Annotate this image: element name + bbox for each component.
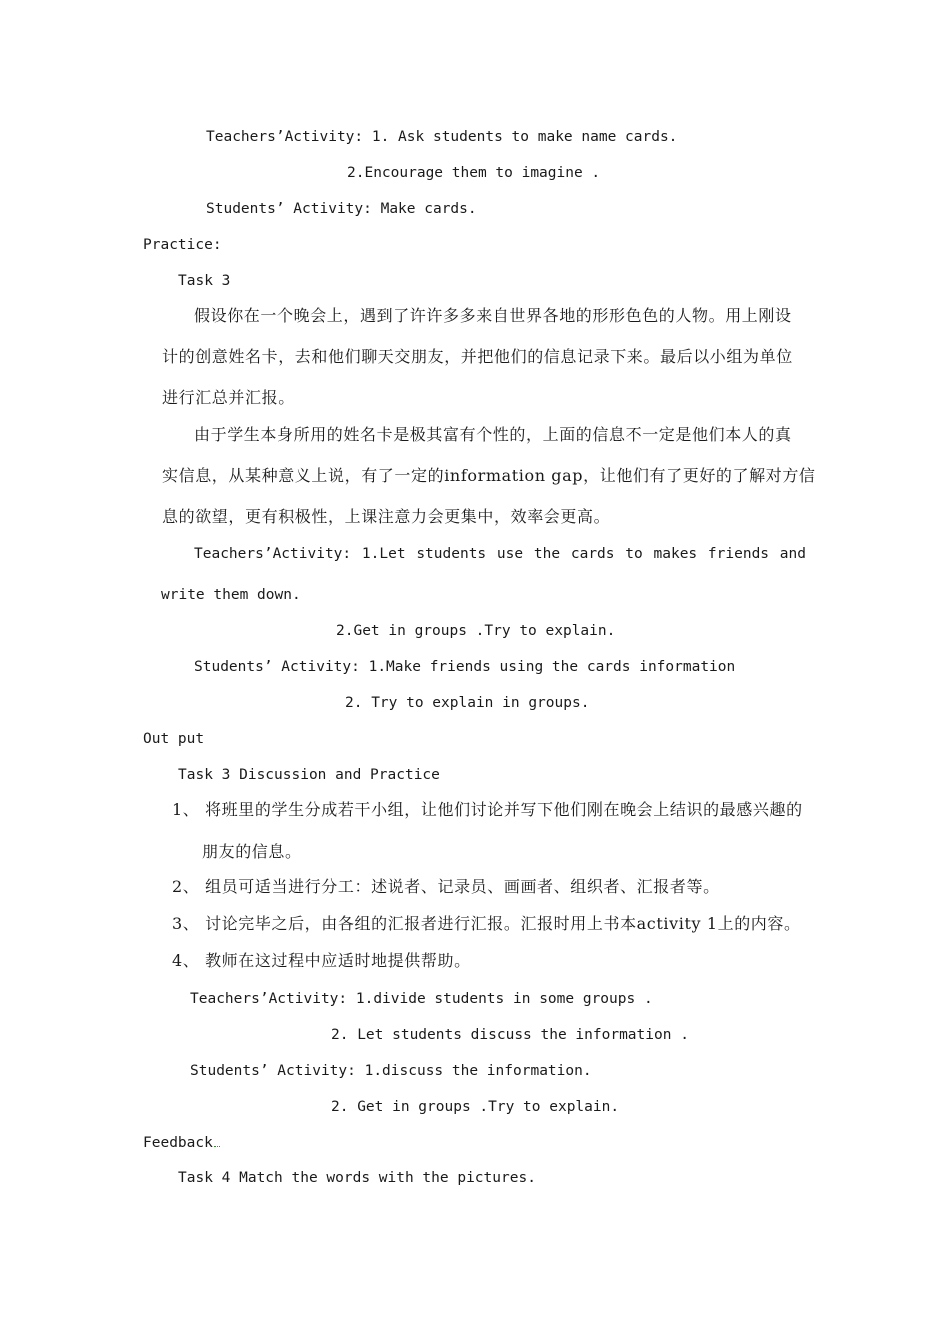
teachers-activity-line: Teachers’Activity: 1.Let students use the cards to makes friends and	[194, 546, 806, 562]
text-cursor-mark	[214, 1145, 220, 1147]
teachers-activity-continuation: write them down.	[161, 587, 301, 603]
paragraph-line: 息的欲望，更有积极性，上课注意力会更集中，效率会更高。	[162, 507, 611, 526]
teachers-activity-line: Teachers’Activity: 1. Ask students to make name cards.	[206, 129, 678, 145]
task-heading: Task 3 Discussion and Practice	[178, 767, 440, 783]
list-item: 4、 教师在这过程中应适时地提供帮助。	[172, 951, 471, 970]
paragraph-line: 进行汇总并汇报。	[162, 388, 295, 407]
paragraph-line: 实信息，从某种意义上说，有了一定的information gap，让他们有了更好的了解对方信	[162, 466, 816, 485]
students-activity-step: 2. Try to explain in groups.	[345, 695, 590, 711]
section-heading-feedback: Feedback	[143, 1135, 213, 1151]
section-heading-feedback-wrap	[143, 1133, 220, 1153]
task-heading: Task 4 Match the words with the pictures.	[178, 1170, 536, 1186]
paragraph-line: 假设你在一个晚会上，遇到了许许多多来自世界各地的形形色色的人物。用上刚设	[194, 306, 792, 325]
section-heading-output: Out put	[143, 731, 205, 747]
paragraph-line: 计的创意姓名卡，去和他们聊天交朋友，并把他们的信息记录下来。最后以小组为单位	[162, 347, 793, 366]
teachers-activity-line: Teachers’Activity: 1.divide students in some groups .	[190, 991, 653, 1007]
list-item-continuation: 朋友的信息。	[202, 842, 302, 861]
list-item: 3、 讨论完毕之后，由各组的汇报者进行汇报。汇报时用上书本activity 1上的内容。	[172, 914, 801, 933]
students-activity-line: Students’ Activity: 1.Make friends using the cards information	[194, 659, 736, 675]
teachers-activity-step: 2.Get in groups .Try to explain.	[336, 623, 616, 639]
teachers-activity-step: 2. Let students discuss the information .	[331, 1027, 689, 1043]
task-heading: Task 3	[178, 273, 231, 289]
list-item: 1、 将班里的学生分成若干小组，让他们讨论并写下他们刚在晚会上结识的最感兴趣的	[172, 800, 803, 819]
students-activity-step: 2. Get in groups .Try to explain.	[331, 1099, 620, 1115]
students-activity-line: Students’ Activity: 1.discuss the information.	[190, 1063, 592, 1079]
paragraph-line: 由于学生本身所用的姓名卡是极其富有个性的，上面的信息不一定是他们本人的真	[194, 425, 792, 444]
teachers-activity-step: 2.Encourage them to imagine .	[347, 165, 601, 181]
students-activity-line: Students’ Activity: Make cards.	[206, 201, 477, 217]
list-item: 2、 组员可适当进行分工：述说者、记录员、画画者、组织者、汇报者等。	[172, 877, 720, 896]
section-heading-practice: Practice:	[143, 237, 222, 253]
